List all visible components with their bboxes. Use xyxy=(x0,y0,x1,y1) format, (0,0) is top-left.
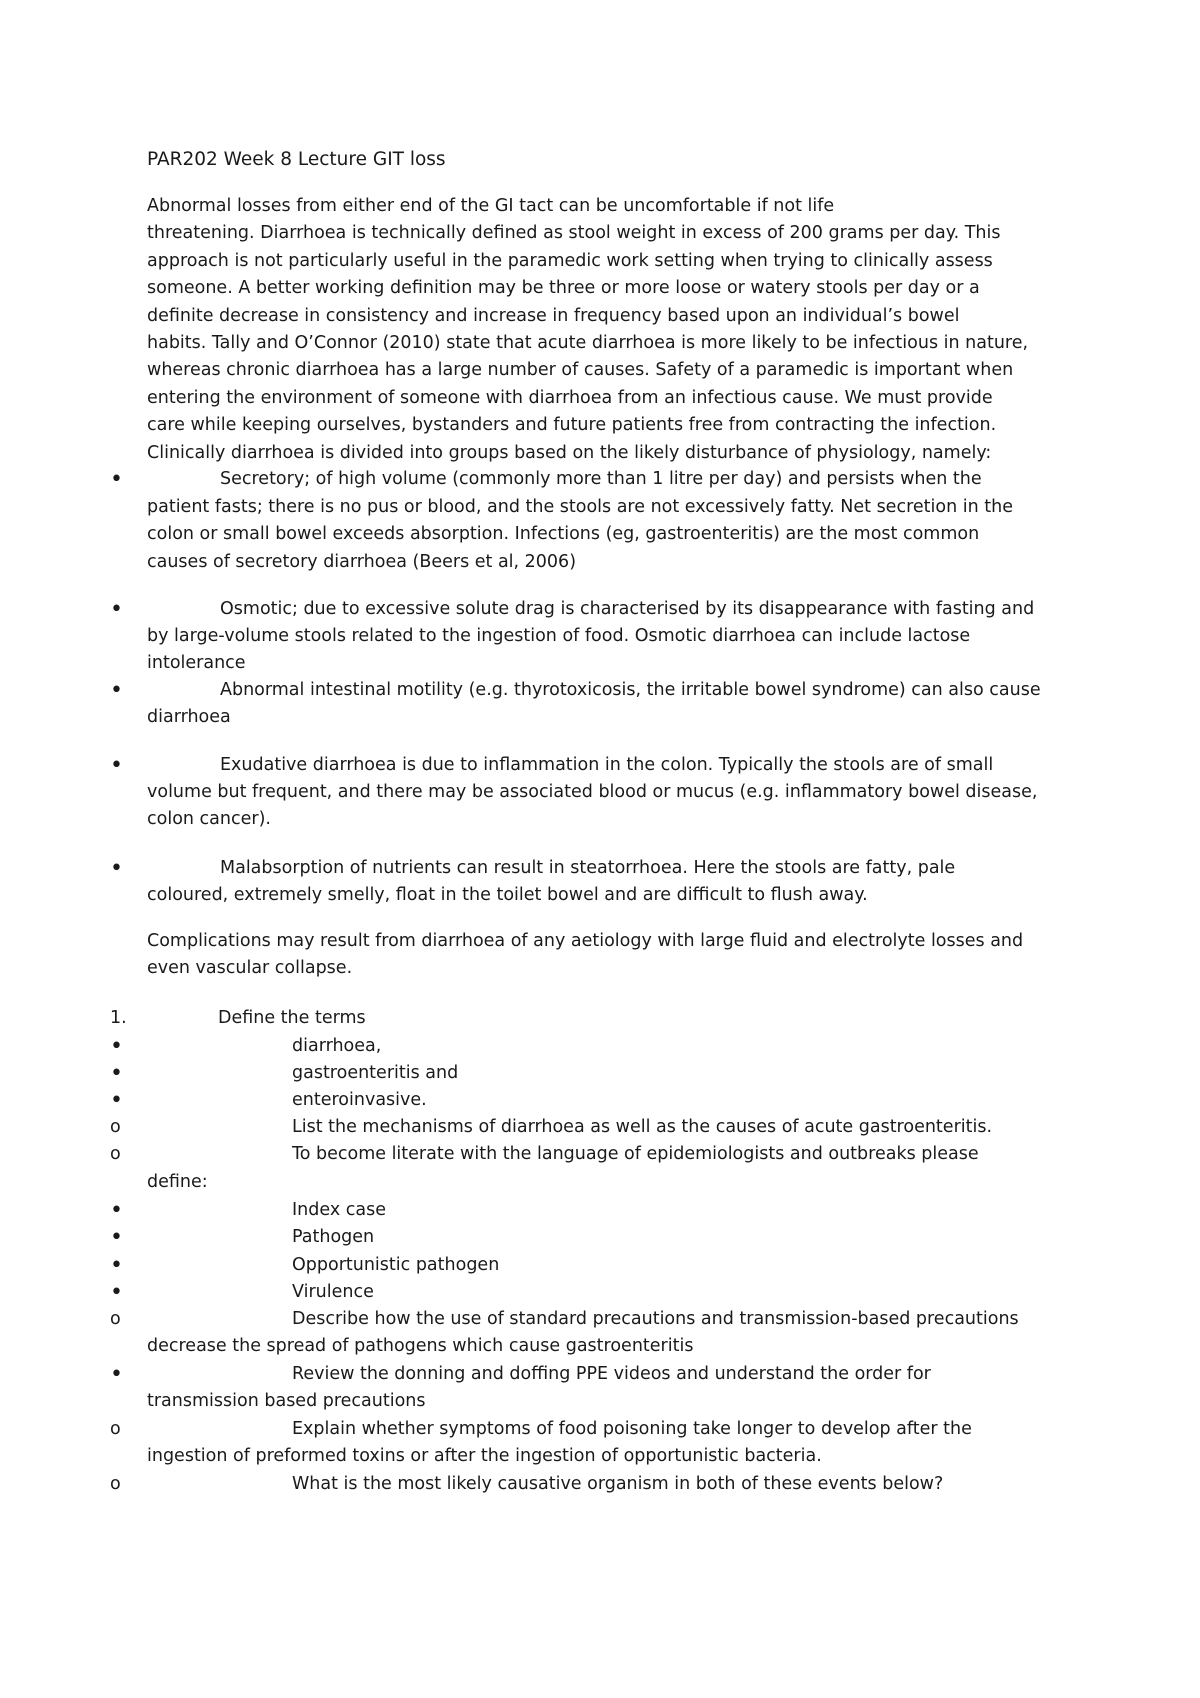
text-line: someone. A better working definition may be three or more loose or watery stools per day or a xyxy=(147,278,980,299)
task-text: Review the donning and doffing PPE videos and understand the order for xyxy=(292,1364,931,1384)
text-line: causes of secretory diarrhoea (Beers et al, 2006) xyxy=(147,551,577,572)
bullet-marker: • xyxy=(110,1280,123,1305)
text-line: volume but frequent, and there may be associated blood or mucus (e.g. inflammatory bowel disease, xyxy=(147,782,1038,802)
text-line: Complications may result from diarrhoea of any aetiology with large fluid and electrolyte losses and xyxy=(147,931,1024,951)
page-title: PAR202 Week 8 Lecture GIT loss xyxy=(147,149,446,170)
task-text: Index case xyxy=(292,1200,386,1220)
text-line: threatening. Diarrhoea is technically defined as stool weight in excess of 200 grams per day. This xyxy=(147,223,1001,244)
bullet-marker: • xyxy=(110,1088,123,1113)
list-item-text: Malabsorption of nutrients can result in steatorrhoea. Here the stools are fatty, pale xyxy=(220,858,956,878)
text-line: by large-volume stools related to the ingestion of food. Osmotic diarrhoea can include lactose xyxy=(147,626,971,646)
list-item-text: Exudative diarrhoea is due to inflammation in the colon. Typically the stools are of small xyxy=(220,755,994,775)
task-text: Explain whether symptoms of food poisoning take longer to develop after the xyxy=(292,1419,972,1439)
bullet-marker: • xyxy=(110,1253,123,1278)
text-line: approach is not particularly useful in the paramedic work setting when trying to clinically assess xyxy=(147,250,993,271)
task-text: Pathogen xyxy=(292,1227,375,1247)
circle-marker: o xyxy=(110,1419,121,1439)
task-text: gastroenteritis and xyxy=(292,1063,459,1083)
text-line: definite decrease in consistency and increase in frequency based upon an individual’s bowel xyxy=(147,305,960,326)
task-text: To become literate with the language of epidemiologists and outbreaks please xyxy=(292,1144,979,1164)
task-text: enteroinvasive. xyxy=(292,1090,427,1110)
task-text: Opportunistic pathogen xyxy=(292,1255,500,1275)
text-line: care while keeping ourselves, bystanders and future patients free from contracting the infection. xyxy=(147,415,997,436)
bullet-marker: • xyxy=(110,753,123,778)
text-line: diarrhoea xyxy=(147,707,231,727)
bullet-marker: • xyxy=(110,1362,123,1387)
task-text: Describe how the use of standard precautions and transmission-based precautions xyxy=(292,1309,1019,1329)
complications-paragraph xyxy=(147,928,1077,983)
task-text-continued: decrease the spread of pathogens which cause gastroenteritis xyxy=(147,1336,694,1356)
bullet-marker: • xyxy=(110,597,123,622)
circle-marker: o xyxy=(110,1117,121,1137)
task-text: List the mechanisms of diarrhoea as well as the causes of acute gastroenteritis. xyxy=(292,1117,993,1137)
text-line: patient fasts; there is no pus or blood, and the stools are not excessively fatty. Net secretion in the xyxy=(147,497,1013,517)
list-item-text: Secretory; of high volume (commonly more than 1 litre per day) and persists when the xyxy=(220,469,982,489)
task-text: What is the most likely causative organism in both of these events below? xyxy=(292,1474,944,1494)
bullet-marker: • xyxy=(110,678,123,703)
text-line: Abnormal losses from either end of the GI tact can be uncomfortable if not life xyxy=(147,196,835,216)
list-number: 1. xyxy=(110,1008,127,1028)
list-item-text: Abnormal intestinal motility (e.g. thyrotoxicosis, the irritable bowel syndrome) can also cause xyxy=(220,680,1041,700)
circle-marker: o xyxy=(110,1309,121,1329)
task-text-continued: ingestion of preformed toxins or after the ingestion of opportunistic bacteria. xyxy=(147,1446,822,1466)
intro-paragraph xyxy=(147,193,1077,467)
task-text: Virulence xyxy=(292,1282,374,1302)
task-text-continued: define: xyxy=(147,1172,208,1192)
text-line: colon or small bowel exceeds absorption. Infections (eg, gastroenteritis) are the most common xyxy=(147,524,980,545)
bullet-marker: • xyxy=(110,1061,123,1086)
text-line: even vascular collapse. xyxy=(147,958,353,979)
task-text-continued: transmission based precautions xyxy=(147,1391,426,1411)
text-line: intolerance xyxy=(147,653,246,674)
bullet-marker: • xyxy=(110,467,123,492)
text-line: entering the environment of someone with diarrhoea from an infectious cause. We must provide xyxy=(147,387,993,408)
text-line: colon cancer). xyxy=(147,809,271,830)
task-text: diarrhoea, xyxy=(292,1036,382,1056)
bullet-marker: • xyxy=(110,1225,123,1250)
bullet-marker: • xyxy=(110,856,123,881)
text-line: habits. Tally and O’Connor (2010) state that acute diarrhoea is more likely to be infectious in nature, xyxy=(147,332,1029,353)
list-item-text: Osmotic; due to excessive solute drag is characterised by its disappearance with fasting and xyxy=(220,599,1035,619)
text-line: coloured, extremely smelly, float in the toilet bowel and are difficult to flush away. xyxy=(147,885,868,905)
bullet-marker: • xyxy=(110,1198,123,1223)
bullet-marker: • xyxy=(110,1034,123,1059)
circle-marker: o xyxy=(110,1474,121,1494)
task-text: Define the terms xyxy=(218,1008,366,1028)
text-line: whereas chronic diarrhoea has a large number of causes. Safety of a paramedic is important when xyxy=(147,360,1014,381)
circle-marker: o xyxy=(110,1144,121,1164)
text-line: Clinically diarrhoea is divided into groups based on the likely disturbance of physiology, namely: xyxy=(147,442,992,463)
